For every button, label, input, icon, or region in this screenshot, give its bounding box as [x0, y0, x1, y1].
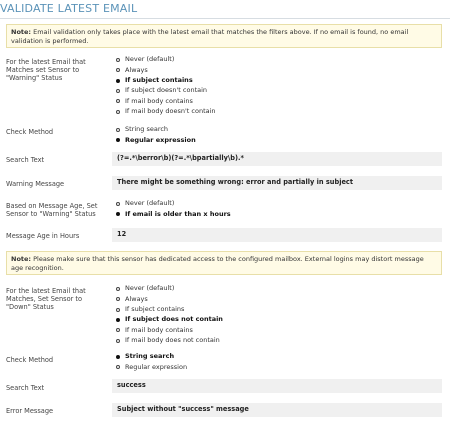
radio-option-label: String search: [125, 352, 175, 361]
mailbox-note: [6, 251, 442, 275]
radio-option[interactable]: [116, 209, 231, 219]
radio-option-label: If email is older than x hours: [125, 209, 231, 218]
error-message-field[interactable]: Subject without "success" message: [112, 403, 442, 417]
section-title: VALIDATE LATEST EMAIL: [0, 2, 138, 15]
search-text-label: Search Text: [6, 384, 45, 392]
note-bold-label: Note:: [11, 28, 32, 36]
check-method-radio-group: [116, 125, 196, 146]
radio-option-label: Never (default): [125, 284, 175, 293]
radio-button-icon[interactable]: [116, 68, 120, 72]
radio-option[interactable]: [116, 305, 223, 315]
radio-button-icon[interactable]: [116, 79, 120, 83]
down-status-radio-group: [116, 284, 223, 346]
radio-option[interactable]: [116, 294, 223, 304]
radio-option[interactable]: [116, 335, 223, 345]
radio-option-label: Regular expression: [125, 362, 188, 371]
radio-option[interactable]: [116, 199, 231, 209]
radio-option[interactable]: [116, 76, 216, 86]
search-text-label: Search Text: [6, 156, 45, 164]
radio-button-icon[interactable]: [116, 328, 120, 332]
message-age-label: Message Age in Hours: [6, 232, 80, 240]
search-text-field[interactable]: success: [112, 379, 442, 393]
radio-option[interactable]: [116, 352, 187, 362]
radio-option[interactable]: [116, 325, 223, 335]
radio-button-icon[interactable]: [116, 128, 120, 132]
radio-button-icon[interactable]: [116, 365, 120, 369]
radio-button-icon[interactable]: [116, 138, 120, 142]
radio-button-icon[interactable]: [116, 308, 120, 312]
radio-option[interactable]: [116, 135, 196, 145]
radio-button-icon[interactable]: [116, 58, 120, 62]
radio-option[interactable]: [116, 86, 216, 96]
radio-option-label: If subject contains: [125, 305, 185, 313]
warning-message-field[interactable]: There might be something wrong: error and partially in subject: [112, 176, 442, 190]
radio-button-icon[interactable]: [116, 287, 120, 291]
radio-button-icon[interactable]: [116, 212, 120, 216]
title-divider: [0, 18, 450, 19]
radio-option[interactable]: [116, 315, 223, 325]
age-warning-radio-group: [116, 199, 231, 220]
error-message-label: Error Message: [6, 407, 54, 415]
radio-option[interactable]: [116, 125, 196, 135]
radio-option[interactable]: [116, 65, 216, 75]
warning-status-label: For the latest Email that Matches set Sensor to "Warning" Status: [6, 58, 86, 82]
radio-button-icon[interactable]: [116, 339, 120, 343]
radio-option[interactable]: [116, 284, 223, 294]
radio-option-label: String search: [125, 125, 169, 134]
radio-option[interactable]: [116, 96, 216, 106]
message-age-field[interactable]: 12: [112, 228, 442, 242]
validation-note: [6, 24, 442, 48]
radio-option-label: Always: [125, 65, 148, 74]
radio-option-label: If mail body doesn't contain: [125, 106, 216, 115]
radio-button-icon[interactable]: [116, 297, 120, 301]
radio-button-icon[interactable]: [116, 99, 120, 103]
radio-option-label: If subject contains: [125, 76, 193, 84]
radio-option[interactable]: [116, 106, 216, 116]
radio-option-label: If mail body does not contain: [125, 335, 220, 344]
radio-option-label: Never (default): [125, 199, 175, 208]
radio-option-label: Never (default): [125, 55, 175, 64]
search-text-field[interactable]: (?=.*\berror\b)(?=.*\bpartially\b).*: [112, 152, 442, 166]
note-text: Email validation only takes place with the latest email that matches the filters above. If no email is found, no email validation is performed.: [11, 28, 409, 45]
radio-option[interactable]: [116, 55, 216, 65]
warning-message-label: Warning Message: [6, 180, 65, 188]
warning-status-radio-group: [116, 55, 216, 117]
age-warning-label: Based on Message Age, Set Sensor to "Warning" Status: [6, 202, 98, 218]
radio-option-label: Always: [125, 294, 148, 303]
radio-option[interactable]: [116, 362, 187, 372]
check-method-label: Check Method: [6, 356, 54, 364]
radio-option-label: Regular expression: [125, 135, 196, 144]
radio-button-icon[interactable]: [116, 318, 120, 322]
radio-button-icon[interactable]: [116, 355, 120, 359]
note-text: Please make sure that this sensor has dedicated access to the configured mailbox. External logins may distort message age recognition.: [11, 255, 424, 272]
radio-option-label: If subject doesn't contain: [125, 86, 208, 95]
check-method-radio-group: [116, 352, 187, 373]
radio-button-icon[interactable]: [116, 89, 120, 93]
radio-option-label: If mail body contains: [125, 96, 193, 105]
radio-option-label: If mail body contains: [125, 325, 193, 334]
check-method-label: Check Method: [6, 128, 54, 136]
radio-option-label: If subject does not contain: [125, 315, 223, 324]
down-status-label: For the latest Email that Matches, Set Sensor to "Down" Status: [6, 287, 86, 311]
radio-button-icon[interactable]: [116, 202, 120, 206]
note-bold-label: Note:: [11, 255, 32, 263]
radio-button-icon[interactable]: [116, 110, 120, 114]
